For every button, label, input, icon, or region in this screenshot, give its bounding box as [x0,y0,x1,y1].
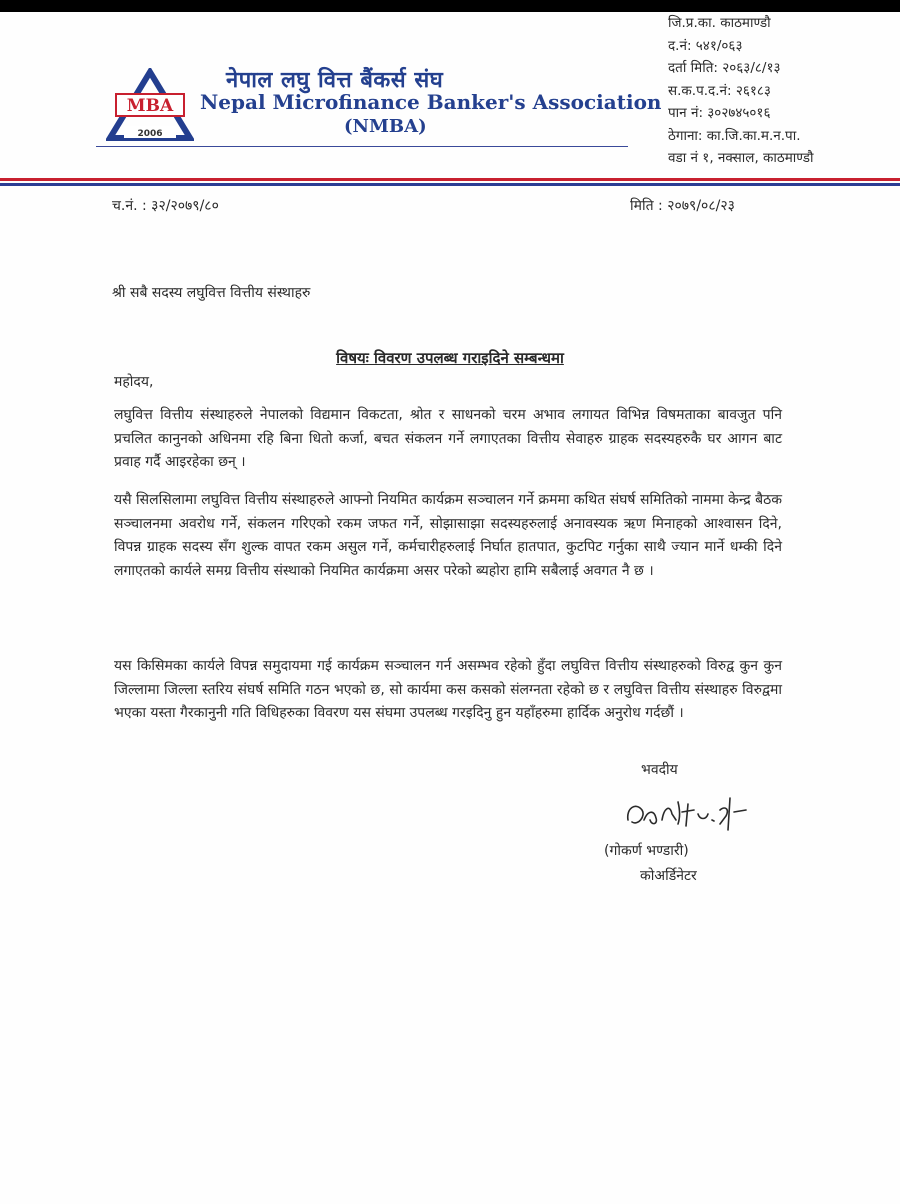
registration-line: दर्ता मिति: २०६३/८/१३ [668,60,781,76]
subject-line [0,348,900,368]
org-name-nepali: नेपाल लघु वित्त बैंकर्स संघ [226,68,444,93]
registration-line: स.क.प.द.नं: २६१८३ [668,82,771,99]
reference-number: च.नं. : ३२/२०७९/८० [112,198,219,214]
signatory-title: कोअर्डिनेटर [640,868,697,884]
body-paragraph: यसै सिलसिलामा लघुवित्त वित्तीय संस्थाहरुले आफ्नो नियमित कार्यक्रम सञ्चालन गर्ने क्रममा कथित संघर्ष समितिको नाममा केन्द्र बैठक सञ्चालनमा अवरोध गर्ने, संकलन गरिएको रकम जफत गर्ने, सोझासाझा सदस्यहरुलाई अनावस्यक ऋण मिनाहको आश्वासन दिने, विपन्न ग्राहक सदस्य सँग शुल्क वापत रकम असुल गर्ने, कर्मचारीहरुलाई निर्घात हातपात, कुटपिट गर्नुका साथै ज्यान मार्ने धम्की दिने लगाएतको कार्यले समग्र वित्तीय संस्थाको नियमित कार्यक्रमा असर परेको ब्यहोरा हामि सबैलाई अवगत नै छ । [114,492,782,580]
registration-line: द.नं: ५४१/०६३ [668,37,743,54]
addressee: श्री सबै सदस्य लघुवित्त वित्तीय संस्थाहरु [112,285,311,301]
body-paragraph: लघुवित्त वित्तीय संस्थाहरुले नेपालको विद्यमान विकटता, श्रोत र साधनको चरम अभाव लगायत विभिन्न विषमताका बावजुत पनि प्रचलित कानुनको अधिनमा रहि बिना धितो कर्जा, बचत संकलन गर्ने लगाएतका वित्तीय सेवाहरु ग्राहक सदस्यहरुकै घर आगन बाट प्रवाह गर्दै आइरहेका छन् । [114,407,782,471]
registration-line: ठेगाना: का.जि.का.म.न.पा. [668,127,801,144]
signatory-name: (गोकर्ण भण्डारी) [604,843,689,859]
org-name-english: Nepal Microfinance Banker's Association [200,90,662,114]
registration-line: पान नं: ३०२७४५०१६ [668,105,771,121]
registration-line: जि.प्र.का. काठमाण्डौ [668,15,771,31]
top-black-bar [0,0,900,12]
body-paragraph: यस किसिमका कार्यले विपन्न समुदायमा गई कार्यक्रम सञ्चालन गर्न असम्भव रहेको हुँदा लघुवित्त वित्तीय संस्थाहरुको विरुद्व कुन कुन जिल्लामा जिल्ला स्तरिय संघर्ष समिति गठन भएको छ, सो कार्यमा कस कसको संलग्नता रहेको छ र लघुवित्त वित्तीय संस्थाहरु विरुद्वमा भएका यस्ता गैरकानुनी गति विधिहरुका विवरण यस संघमा उपलब्ध गरइदिनु हुन यहाँहरुमा हार्दिक अनुरोध गर्दछौं । [114,658,782,722]
letter-date: मिति : २०७९/०८/२३ [630,198,735,214]
salutation: महोदय, [114,374,154,390]
org-abbreviation: (NMBA) [344,116,427,137]
divider-blue [0,183,900,186]
divider-red [0,178,900,181]
nmba-logo [106,68,194,144]
registration-line: वडा नं १, नक्साल, काठमाण्डौ [668,150,814,166]
registration-details [668,12,813,170]
letterhead-underline [96,146,628,147]
svg-text:MBA: MBA [126,96,174,116]
svg-text:2006: 2006 [137,129,163,139]
closing: भवदीय [641,762,678,778]
handwritten-signature [622,790,752,836]
subject-text: विषयः विवरण उपलब्ध गराइदिने सम्बन्धमा [336,349,564,367]
